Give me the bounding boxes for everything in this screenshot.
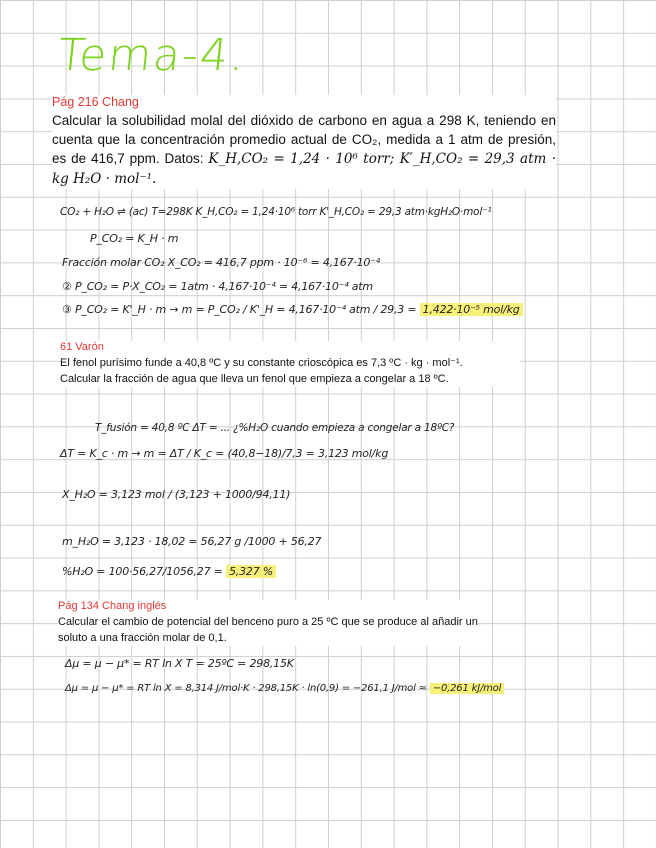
handwriting-1-result: 1,422·10⁻⁵ mol/kg — [420, 303, 523, 316]
handwriting-3-line-1: Δμ = μ − μ* = RT ln X T = 25ºC = 298,15K — [65, 657, 294, 670]
handwriting-3-line-2: Δμ = μ − μ* = RT ln X = 8,314 J/mol·K · 298,15K · ln(0,9) = −261,1 J/mol ≈ −0,261 kJ/mol — [65, 683, 504, 694]
handwriting-1-line-4: ② P_CO₂ = P·X_CO₂ = 1atm · 4,167·10⁻⁴ = 4,167·10⁻⁴ atm — [62, 280, 373, 293]
handwriting-1-line-2: P_CO₂ = K_H · m — [90, 232, 179, 245]
problem-2 — [60, 341, 520, 387]
problem-1-text: Calcular la solubilidad molal del dióxido de carbono en agua a 298 K, teniendo en cuenta que la concentración promedio actual de CO₂, medida a 1 atm de presión, es de 416,7 ppm. Datos: K_H,CO₂ = 1,24 · 10⁶ torr; K′_H,CO₂ = 29,3 atm · kg H₂O · mol⁻¹. — [52, 113, 557, 187]
handwriting-2-line-5: %H₂O = 100·56,27/1056,27 = 5,327 % — [62, 565, 276, 578]
handwriting-1-line-1: CO₂ + H₂O ⇌ (ac) T=298K K_H,CO₂ = 1,24·10⁶ torr K'_H,CO₂ = 29,3 atm·kgH₂O·mol⁻¹ — [60, 206, 492, 218]
handwriting-2-line-3: X_H₂O = 3,123 mol / (3,123 + 1000/94,11) — [62, 488, 291, 501]
problem-3 — [58, 600, 478, 646]
handwriting-3-result: −0,261 kJ/mol — [430, 683, 504, 694]
page-title: Tema-4. — [55, 30, 249, 81]
handwriting-2-result: 5,327 % — [226, 565, 276, 578]
problem-2-source: 61 Varón — [60, 341, 104, 353]
handwriting-1-line-5: ③ P_CO₂ = K'_H · m → m = P_CO₂ / K'_H = 4,167·10⁻⁴ atm / 29,3 = 1,422·10⁻⁵ mol/kg — [62, 303, 523, 316]
handwriting-2-line-1: T_fusión = 40,8 ºC ΔT = ... ¿%H₂O cuando empieza a congelar a 18ºC? — [95, 422, 455, 434]
problem-3-source: Pág 134 Chang inglés — [58, 600, 167, 612]
handwriting-1-line-3: Fracción molar CO₂ X_CO₂ = 416,7 ppm · 10⁻⁶ = 4,167·10⁻⁴ — [62, 256, 381, 269]
handwriting-2-line-2: ΔT = K_c · m → m = ΔT / K_c = (40,8−18)/7,3 = 3,123 mol/kg — [60, 447, 389, 460]
problem-2-text-2: Calcular la fracción de agua que lleva un fenol que empieza a congelar a 18 ºC. — [60, 373, 449, 385]
handwriting-2-line-4: m_H₂O = 3,123 · 18,02 = 56,27 g /1000 + 56,27 — [62, 535, 322, 548]
problem-3-text-2: soluto a una fracción molar de 0,1. — [58, 632, 227, 644]
problem-1-source: Pág 216 Chang — [52, 95, 139, 109]
problem-1 — [52, 95, 556, 189]
problem-2-text-1: El fenol purísimo funde a 40,8 ºC y su constante crioscópica es 7,3 ºC · kg · mol⁻¹. — [60, 357, 463, 369]
problem-1-data: K_H,CO₂ = 1,24 · 10⁶ torr; K′_H,CO₂ = 29,3 atm · kg H₂O · mol⁻¹. — [52, 151, 557, 187]
problem-3-text-1: Calcular el cambio de potencial del benceno puro a 25 ºC que se produce al añadir un — [58, 616, 478, 628]
